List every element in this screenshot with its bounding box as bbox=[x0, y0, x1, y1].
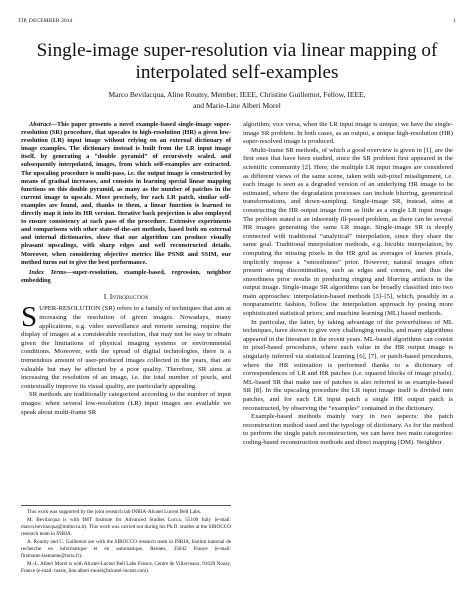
right-paragraph-2: Multi-frame SR methods, of which a good overview is given in [1], are the first ones that have been studied, since the SR problem first appeared in the scientific community [2]. Here, the multiple LR input images are considered as different views of the same scene, taken with sub-pixel misalignment, i.e. each image is seen as a degraded version of an underlying HR image to be estimated, where the degradation processes can include blurring, geometrical transformations, and down-sampling. Single-image SR, instead, aims at constructing the HR output image from as little as a single LR input image. The problem stated is an inherently ill-posed problem, as there can be several HR images generating the same LR image. Single-image SR is deeply connected with traditional “analytical” interpolation, since they share the same goal. Traditional interpolation methods, e.g. bicubic interpolation, by computing the missing pixels in the HR grid as averages of known pixels, implicitly impose a “smoothness” prior. However, natural images often present strong discontinuities, such as edges and corners, and thus the smoothness prior results in producing ringing and blurring artifacts in the output image. Single-image SR algorithms can be broadly classified into two main approaches: interpolation-based methods [3]–[5], which, possibly in a nonparametric fashion, follow the interpolation approach by posing more sophisticated statistical priors; and machine learning (ML) based methods. bbox=[243, 146, 453, 318]
intro-paragraph-1 bbox=[21, 301, 231, 391]
intro-paragraph-2: SR methods are traditionally categorized according to the number of input images: when several low-resolution (LR) input images are available we speak about multi-frame SR bbox=[21, 391, 231, 416]
index-terms bbox=[21, 269, 231, 285]
right-column bbox=[243, 121, 453, 448]
introduction-body bbox=[21, 301, 231, 417]
footnote-funding: This work was supported by the joint research lab INRIA-Alcatel Lucent Bell Labs. bbox=[27, 509, 202, 515]
section-heading-introduction: I. Introduction bbox=[103, 291, 149, 301]
authors-line-2: and Marie-Line Alberi Morel bbox=[193, 100, 281, 110]
footnote-author-1: M. Bevilacqua is with IMT Institute for Advanced Studies Lucca, 55100 Italy (e-mail: marco.bevilacqua@imtlucca.it). This work was carried out during his Ph.D. studies at the SIROCCO research team in INRIA. bbox=[21, 517, 231, 537]
abstract-text: —This paper presents a novel example-based single-image super-resolution (SR) procedure, that upscales to high-resolution (HR) a given low-resolution (LR) input image without relying on an external dictionary of image examples. The dictionary instead is built from the LR input image itself, by generating a “double pyramid” of recursively scaled, and subsequently interpolated, images, from which self-examples are extracted. The upscaling procedure is multi-pass, i.e. the output image is constructed by means of gradual increases, and consists in learning special linear mapping functions on this double pyramid, as many as the number of patches in the current image to upscale. More precisely, for each LR patch, similar self-examples are found, and, thanks to them, a linear function is learned to directly map it into its HR version. Iterative back projection is also employed to ensure consistency at each pass of the procedure. Extensive experiments and comparisons with other state-of-the-art methods, based both on external and internal dictionaries, show that our algorithm can produce visually pleasant upscalings, with sharp edges and well reconstructed details. Moreover, when considering objective metrics like PSNR and SSIM, our method turns out to give the best performance. bbox=[21, 121, 231, 266]
intro-text-1: UPER-RESOLUTION (SR) refers to a family of techniques that aim at increasing the resolution of given images. Nowadays, many applications, e.g. video surveillance and remote sensing, require the display of images at a considerable resolution, that may not be easy to obtain given the limitations of physical imaging systems or environmental conditions. Moreover, with the spread of digital technologies, there is a tremendous amount of user-produced images collected in the years, that are valuable but may be affected by a poor quality. Therefore, SR aims at increasing the resolution of an image, i.e. the total number of pixels, and contextually improve its visual quality, are particularly appealing. bbox=[21, 305, 231, 390]
right-paragraph-1: algorithm; vice versa, when the LR input image is unique, we have the single-image SR problem. In both cases, as an output, a unique high-resolution (HR) super-resolved image is produced. bbox=[243, 121, 453, 146]
drop-cap: S bbox=[21, 301, 38, 334]
index-terms-text: —super-resolution, example-based, regression, neighbor embedding bbox=[21, 268, 231, 284]
paper-title: Single-image super-resolution via linear mapping of interpolated self-examples bbox=[36, 40, 438, 83]
abstract bbox=[21, 121, 231, 267]
page-number: 1 bbox=[453, 18, 456, 24]
author-list bbox=[30, 90, 444, 111]
abstract-label: Abstract bbox=[29, 121, 51, 128]
index-terms-label: Index Terms bbox=[29, 268, 67, 276]
right-paragraph-3: In particular, the latter, by taking advantage of the powerfulness of ML techniques, have shown to give very challenging results, and many algorithms appeared in the literature in the recent years. ML-based algorithms can consist in pixel-based procedures, where each value in the HR output image is singularly inferred via statistical learning [6], [7], or patch-based procedures, where the HR estimation is performed thanks to a dictionary of correspondences of LR and HR patches (i.e. squared blocks of image pixels). ML-based SR that make use of patches is also referred to as example-based SR [8]. In the upscaling procedure the LR input image itself is divided into patches, and for each LR input patch a single HR output patch is reconstructed, by observing the “examples” contained in the dictionary. bbox=[243, 318, 453, 412]
footnote-author-3: M.-L. Alberi Morel is with Alcatel-Lucent Bell Labs France, Centre de Villarceaux, 91620 Nozay, France (e-mail: marie_line.alberi-morel@alcatel-lucent.com). bbox=[21, 561, 231, 574]
journal-date: TIP, DECEMBER 2014 bbox=[18, 18, 73, 24]
right-paragraph-4: Example-based methods mainly vary in two aspects: the patch reconstruction method used and the typology of dictionary. As for the method to perform the single patch reconstruction, we can have two main categories: coding-based reconstruction methods and direct mapping (DM). Neighbor bbox=[243, 413, 453, 446]
authors-line-1: Marco Bevilacqua, Aline Roumy, Member, IEEE, Christine Guillemot, Fellow, IEEE, bbox=[108, 90, 366, 99]
footnotes bbox=[21, 505, 231, 576]
footnote-author-2: A. Roumy and C. Guillemot are with the SIROCCO research team in INRIA, Institut national de recherche en informatique et en automatique, Rennes, 35042 France (e-mail: firstname.lastname@inria.fr). bbox=[21, 539, 231, 559]
left-column bbox=[21, 121, 231, 417]
running-header bbox=[18, 18, 456, 28]
